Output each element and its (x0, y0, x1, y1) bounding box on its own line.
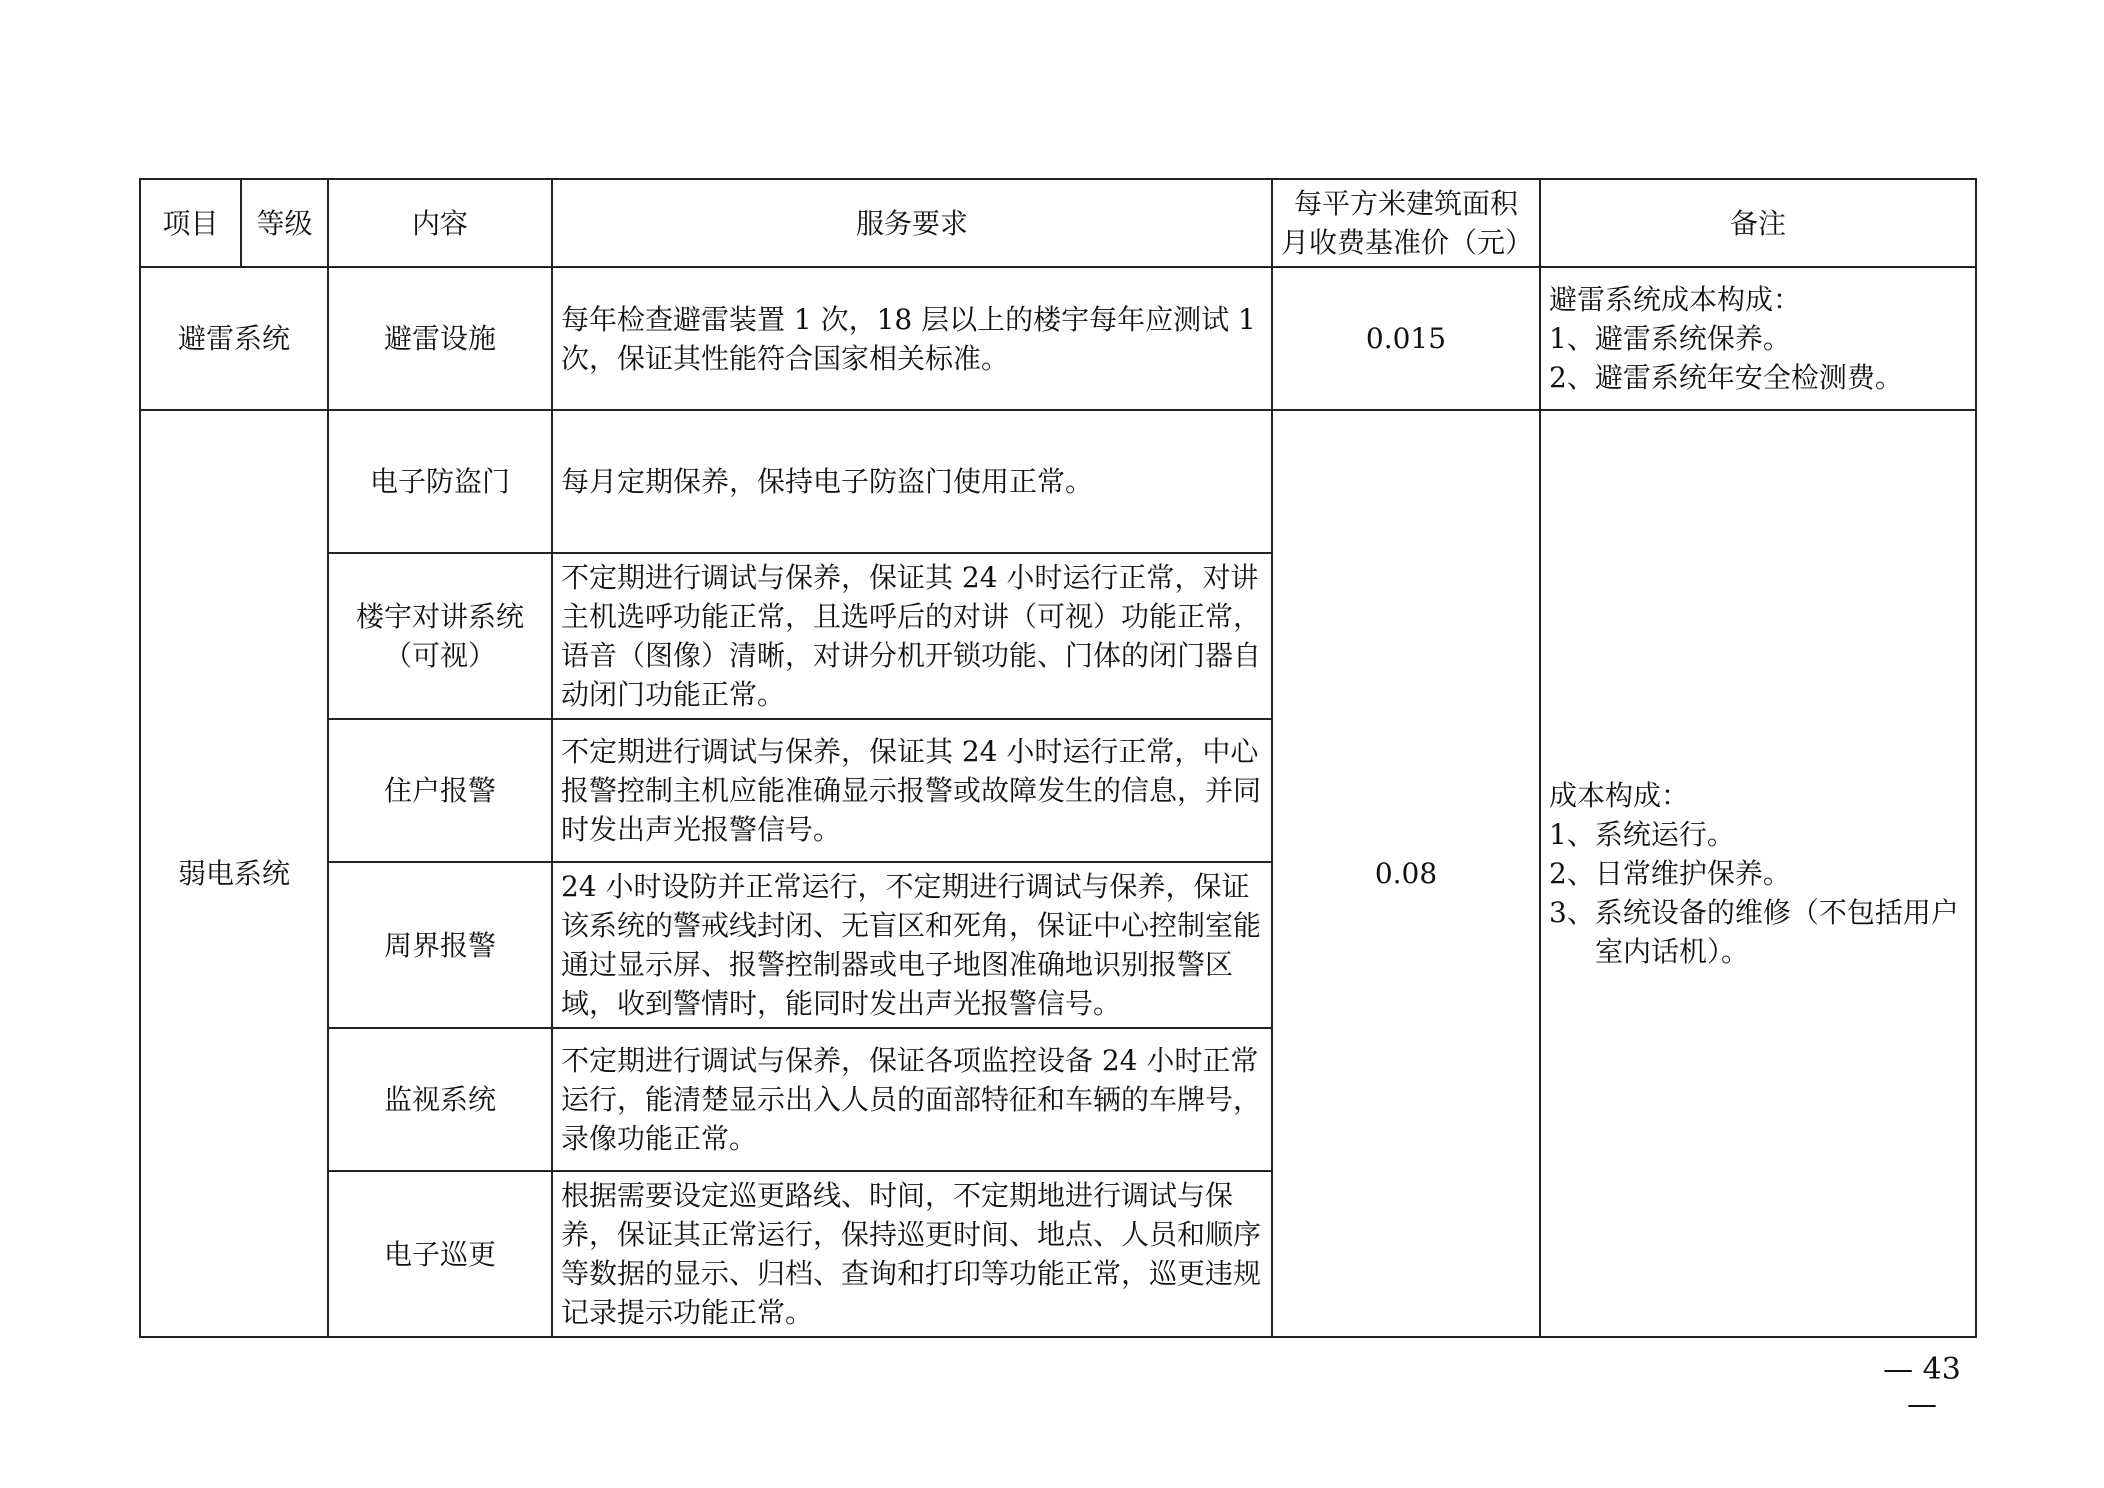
weak-remark-item: 2、日常维护保养。 (1549, 857, 1791, 890)
lightning-price: 0.015 (1272, 267, 1540, 410)
weak-requirement: 不定期进行调试与保养，保证各项监控设备 24 小时正常运行，能清楚显示出入人员的面部特征和车辆的车牌号，录像功能正常。 (552, 1028, 1272, 1171)
weak-remark-title: 成本构成： (1549, 779, 1690, 812)
lightning-remark-item: 1、避雷系统保养。 (1549, 322, 1791, 355)
weak-content: 监视系统 (328, 1028, 552, 1171)
weak-remark-item: 1、系统运行。 (1549, 818, 1735, 851)
header-price-line2: 月收费基准价（元） (1281, 226, 1534, 259)
lightning-item: 避雷系统 (140, 267, 328, 410)
weak-requirement: 不定期进行调试与保养，保证其 24 小时运行正常，中心报警控制主机应能准确显示报警或故障发生的信息，并同时发出声光报警信号。 (552, 719, 1272, 862)
header-price-line1: 每平方米建筑面积 (1293, 187, 1518, 220)
lightning-remark (1540, 267, 1976, 410)
table-row (140, 410, 1976, 553)
weak-requirement: 不定期进行调试与保养，保证其 24 小时运行正常，对讲主机选呼功能正常，且选呼后的对讲（可视）功能正常，语音（图像）清晰，对讲分机开锁功能、门体的闭门器自动闭门功能正常。 (552, 553, 1272, 719)
page-number: — 43 — (1883, 1352, 1961, 1422)
header-price (1272, 179, 1540, 267)
header-requirement: 服务要求 (552, 179, 1272, 267)
weak-remark-item: 3、系统设备的维修（不包括用户室内话机）。 (1549, 896, 1959, 968)
weak-content (328, 553, 552, 719)
weak-current-price: 0.08 (1272, 410, 1540, 1337)
weak-remark-list (1549, 815, 1967, 971)
service-standard-table (139, 178, 1977, 1338)
weak-content: 电子防盗门 (328, 410, 552, 553)
lightning-content: 避雷设施 (328, 267, 552, 410)
weak-requirement: 24 小时设防并正常运行，不定期进行调试与保养，保证该系统的警戒线封闭、无盲区和死角，保证中心控制室能通过显示屏、报警控制器或电子地图准确地识别报警区域，收到警情时，能同时发出声光报警信号。 (552, 862, 1272, 1028)
weak-requirement: 每月定期保养，保持电子防盗门使用正常。 (552, 410, 1272, 553)
header-remark: 备注 (1540, 179, 1976, 267)
header-content: 内容 (328, 179, 552, 267)
weak-content-line2: （可视） (383, 639, 496, 672)
weak-requirement: 根据需要设定巡更路线、时间，不定期地进行调试与保养，保证其正常运行，保持巡更时间、地点、人员和顺序等数据的显示、归档、查询和打印等功能正常，巡更违规记录提示功能正常。 (552, 1171, 1272, 1337)
header-row (140, 179, 1976, 267)
weak-content: 电子巡更 (328, 1171, 552, 1337)
table-row (140, 267, 1976, 410)
weak-current-remark (1540, 410, 1976, 1337)
header-item: 项目 (140, 179, 241, 267)
weak-current-item: 弱电系统 (140, 410, 328, 1337)
header-grade: 等级 (241, 179, 328, 267)
weak-content-line1: 楼宇对讲系统 (355, 600, 524, 633)
weak-content: 周界报警 (328, 862, 552, 1028)
lightning-remark-title: 避雷系统成本构成： (1549, 283, 1802, 316)
weak-content: 住户报警 (328, 719, 552, 862)
lightning-requirement: 每年检查避雷装置 1 次，18 层以上的楼宇每年应测试 1 次，保证其性能符合国家相关标准。 (552, 267, 1272, 410)
lightning-remark-item: 2、避雷系统年安全检测费。 (1549, 361, 1903, 394)
